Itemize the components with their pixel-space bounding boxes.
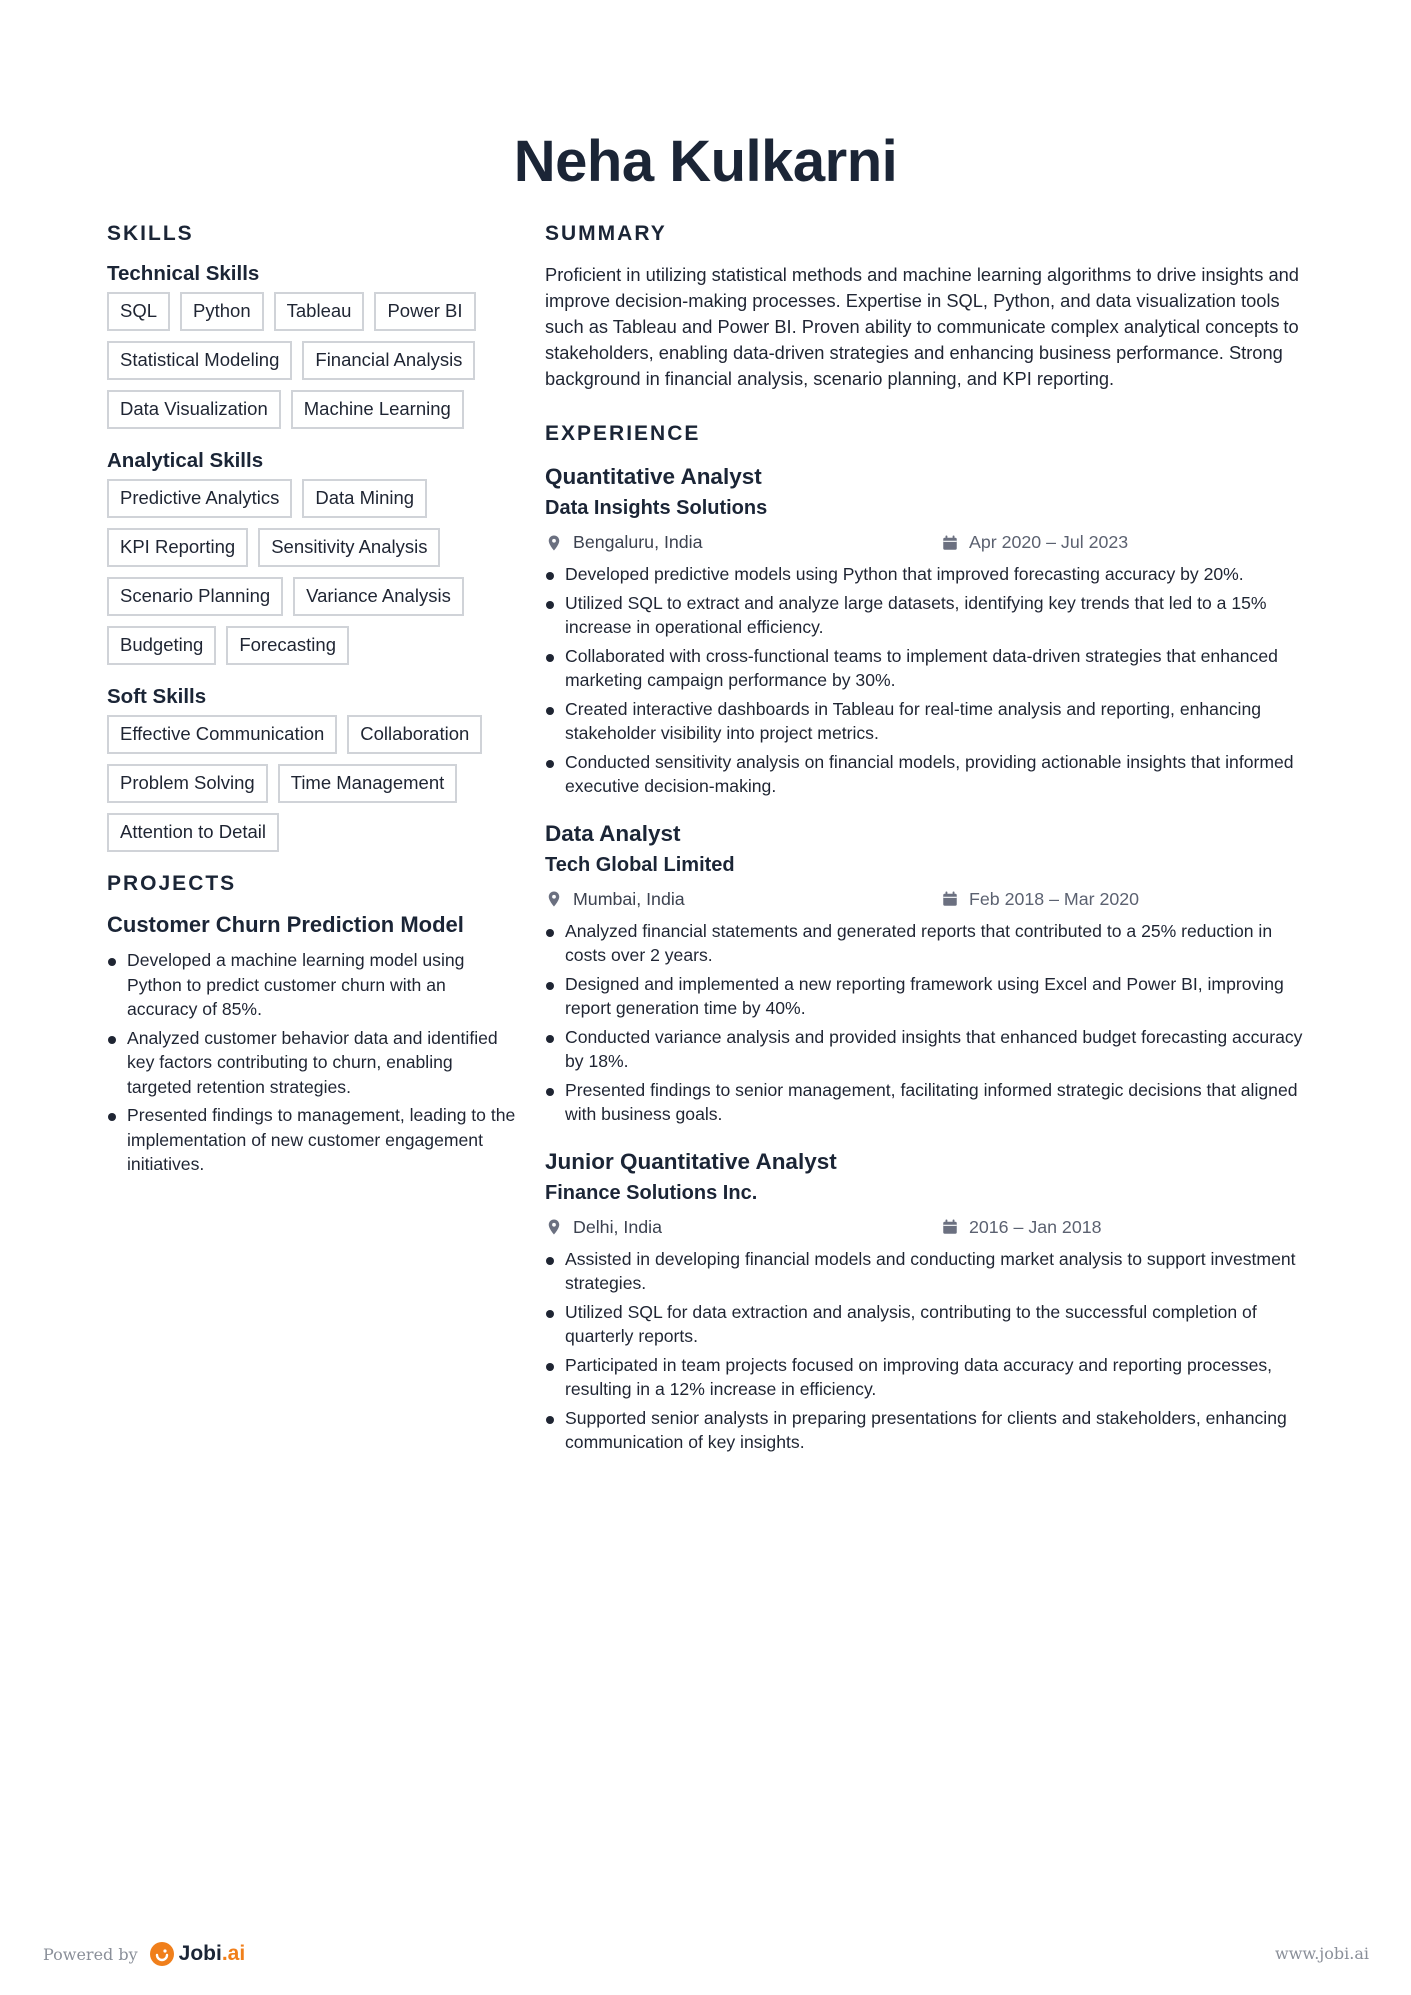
dates-text: Feb 2018 – Mar 2020 <box>969 888 1140 909</box>
job-dates <box>941 889 1139 910</box>
skill-group-title: Soft Skills <box>107 685 207 708</box>
experience-section <box>545 422 1310 1455</box>
project-item <box>107 912 517 1177</box>
skill-chip: Variance Analysis <box>293 577 464 616</box>
skill-chip: Scenario Planning <box>107 577 283 616</box>
projects-section <box>107 872 517 1177</box>
skill-chip-list <box>107 479 517 665</box>
bullet-item: Participated in team projects focused on improving data accuracy and reporting processes, resulting in a 12% increase in efficiency. <box>545 1353 1310 1402</box>
powered-by-label: Powered by <box>43 1944 138 1964</box>
skill-chip: Problem Solving <box>107 764 268 803</box>
bullet-item: Presented findings to senior management, facilitating informed strategic decisions that aligned with business goals. <box>545 1078 1310 1127</box>
job-entry <box>545 462 1310 799</box>
bullet-item: Created interactive dashboards in Tableau for real-time analysis and reporting, enhancing stakeholder visibility into project metrics. <box>545 697 1310 746</box>
skill-chip: Data Mining <box>302 479 427 518</box>
job-meta <box>545 530 1310 558</box>
bullet-item: Utilized SQL for data extraction and analysis, contributing to the successful completion of quarterly reports. <box>545 1300 1310 1349</box>
calendar-icon <box>941 534 959 552</box>
bullet-item: Designed and implemented a new reporting framework using Excel and Power BI, improving report generation time by 40%. <box>545 972 1310 1021</box>
skill-group-title: Technical Skills <box>107 262 260 285</box>
bullet-item: Supported senior analysts in preparing presentations for clients and stakeholders, enhancing communication of key insights. <box>545 1406 1310 1455</box>
skill-chip: Financial Analysis <box>302 341 475 380</box>
bullet-item: Assisted in developing financial models and conducting market analysis to support investment strategies. <box>545 1247 1310 1296</box>
job-company: Finance Solutions Inc. <box>545 1181 758 1204</box>
job-entry <box>545 1147 1310 1455</box>
dates-text: Apr 2020 – Jul 2023 <box>969 532 1129 552</box>
skills-heading: SKILLS <box>107 222 194 245</box>
job-bullets <box>545 562 1310 799</box>
right-column <box>545 222 1310 1475</box>
skill-chip: Forecasting <box>226 626 349 665</box>
project-title: Customer Churn Prediction Model <box>107 912 464 937</box>
logo-suffix: .ai <box>221 1942 246 1965</box>
location-text: Bengaluru, India <box>573 532 703 552</box>
skill-chip: Predictive Analytics <box>107 479 292 518</box>
map-pin-icon <box>545 890 563 908</box>
bullet-item: Developed predictive models using Python that improved forecasting accuracy by 20%. <box>545 562 1310 587</box>
job-location <box>545 889 685 910</box>
skill-chip: Power BI <box>374 292 475 331</box>
job-meta <box>545 1215 1310 1243</box>
skill-group-soft <box>107 685 517 852</box>
job-title: Data Analyst <box>545 820 681 846</box>
location-text: Mumbai, India <box>573 888 685 909</box>
skill-chip: Collaboration <box>347 715 482 754</box>
calendar-icon <box>941 890 959 908</box>
dates-text: 2016 – Jan 2018 <box>969 1216 1102 1237</box>
skill-chip: Machine Learning <box>291 390 464 429</box>
bullet-item: Collaborated with cross-functional teams to implement data-driven strategies that enhanced marketing campaign performance by 30%. <box>545 644 1310 693</box>
job-company: Tech Global Limited <box>545 853 735 876</box>
skill-chip: Attention to Detail <box>107 813 279 852</box>
job-entry <box>545 819 1310 1127</box>
bullet-item: Analyzed customer behavior data and identified key factors contributing to churn, enabling targeted retention strategies. <box>107 1026 517 1100</box>
map-pin-icon <box>545 1218 563 1236</box>
projects-heading: PROJECTS <box>107 872 237 895</box>
skill-chip: KPI Reporting <box>107 528 248 567</box>
skill-group-title: Analytical Skills <box>107 449 264 472</box>
calendar-icon <box>941 1218 959 1236</box>
jobi-logo-icon <box>150 1942 174 1966</box>
left-column <box>107 222 517 1181</box>
skill-chip: Tableau <box>274 292 365 331</box>
job-location <box>545 1217 662 1238</box>
bullet-item: Conducted variance analysis and provided insights that enhanced budget forecasting accuracy by 18%. <box>545 1025 1310 1074</box>
bullet-item: Developed a machine learning model using Python to predict customer churn with an accuracy of 85%. <box>107 948 517 1022</box>
skill-chip-list <box>107 292 517 429</box>
location-text: Delhi, India <box>573 1216 662 1237</box>
job-title: Quantitative Analyst <box>545 464 762 489</box>
summary-section <box>545 222 1310 392</box>
jobi-logo[interactable] <box>150 1942 246 1966</box>
summary-text: Proficient in utilizing statistical methods and machine learning algorithms to drive insights and improve decision-making processes. Expertise in SQL, Python, and data visualization tools such as Tableau and Power BI. Proven ability to communicate complex analytical concepts to stakeholders, enabling data-driven strategies and enhancing business performance. Strong background in financial analysis, scenario planning, and KPI reporting. <box>545 264 1299 389</box>
skill-chip: Python <box>180 292 264 331</box>
skill-chip: Time Management <box>278 764 458 803</box>
skill-chip: Budgeting <box>107 626 216 665</box>
skills-section <box>107 222 517 852</box>
website-link[interactable]: www.jobi.ai <box>1275 1944 1369 1963</box>
skill-chip-list <box>107 715 517 852</box>
summary-heading: SUMMARY <box>545 222 667 245</box>
skill-group-technical <box>107 262 517 429</box>
skill-chip: Sensitivity Analysis <box>258 528 440 567</box>
skill-chip: Effective Communication <box>107 715 337 754</box>
job-meta <box>545 887 1310 915</box>
job-location <box>545 532 703 553</box>
skill-chip: SQL <box>107 292 170 331</box>
experience-heading: EXPERIENCE <box>545 422 701 445</box>
bullet-item: Analyzed financial statements and generated reports that contributed to a 25% reduction in costs over 2 years. <box>545 919 1310 968</box>
candidate-name: Neha Kulkarni <box>513 129 898 194</box>
project-bullets <box>107 948 517 1177</box>
skill-chip: Statistical Modeling <box>107 341 292 380</box>
job-company: Data Insights Solutions <box>545 497 768 519</box>
bullet-item: Conducted sensitivity analysis on financial models, providing actionable insights that informed executive decision-making. <box>545 750 1310 799</box>
job-title: Junior Quantitative Analyst <box>545 1148 837 1174</box>
bullet-item: Presented findings to management, leading to the implementation of new customer engagement initiatives. <box>107 1103 517 1177</box>
logo-text: Jobi <box>178 1942 222 1965</box>
bullet-item: Utilized SQL to extract and analyze large datasets, identifying key trends that led to a 15% increase in operational efficiency. <box>545 591 1310 640</box>
skill-chip: Data Visualization <box>107 390 281 429</box>
map-pin-icon <box>545 534 563 552</box>
powered-by <box>43 1942 245 1966</box>
job-dates <box>941 1217 1102 1238</box>
job-bullets <box>545 1247 1310 1455</box>
job-dates <box>941 532 1128 553</box>
job-bullets <box>545 919 1310 1127</box>
skill-group-analytical <box>107 449 517 665</box>
